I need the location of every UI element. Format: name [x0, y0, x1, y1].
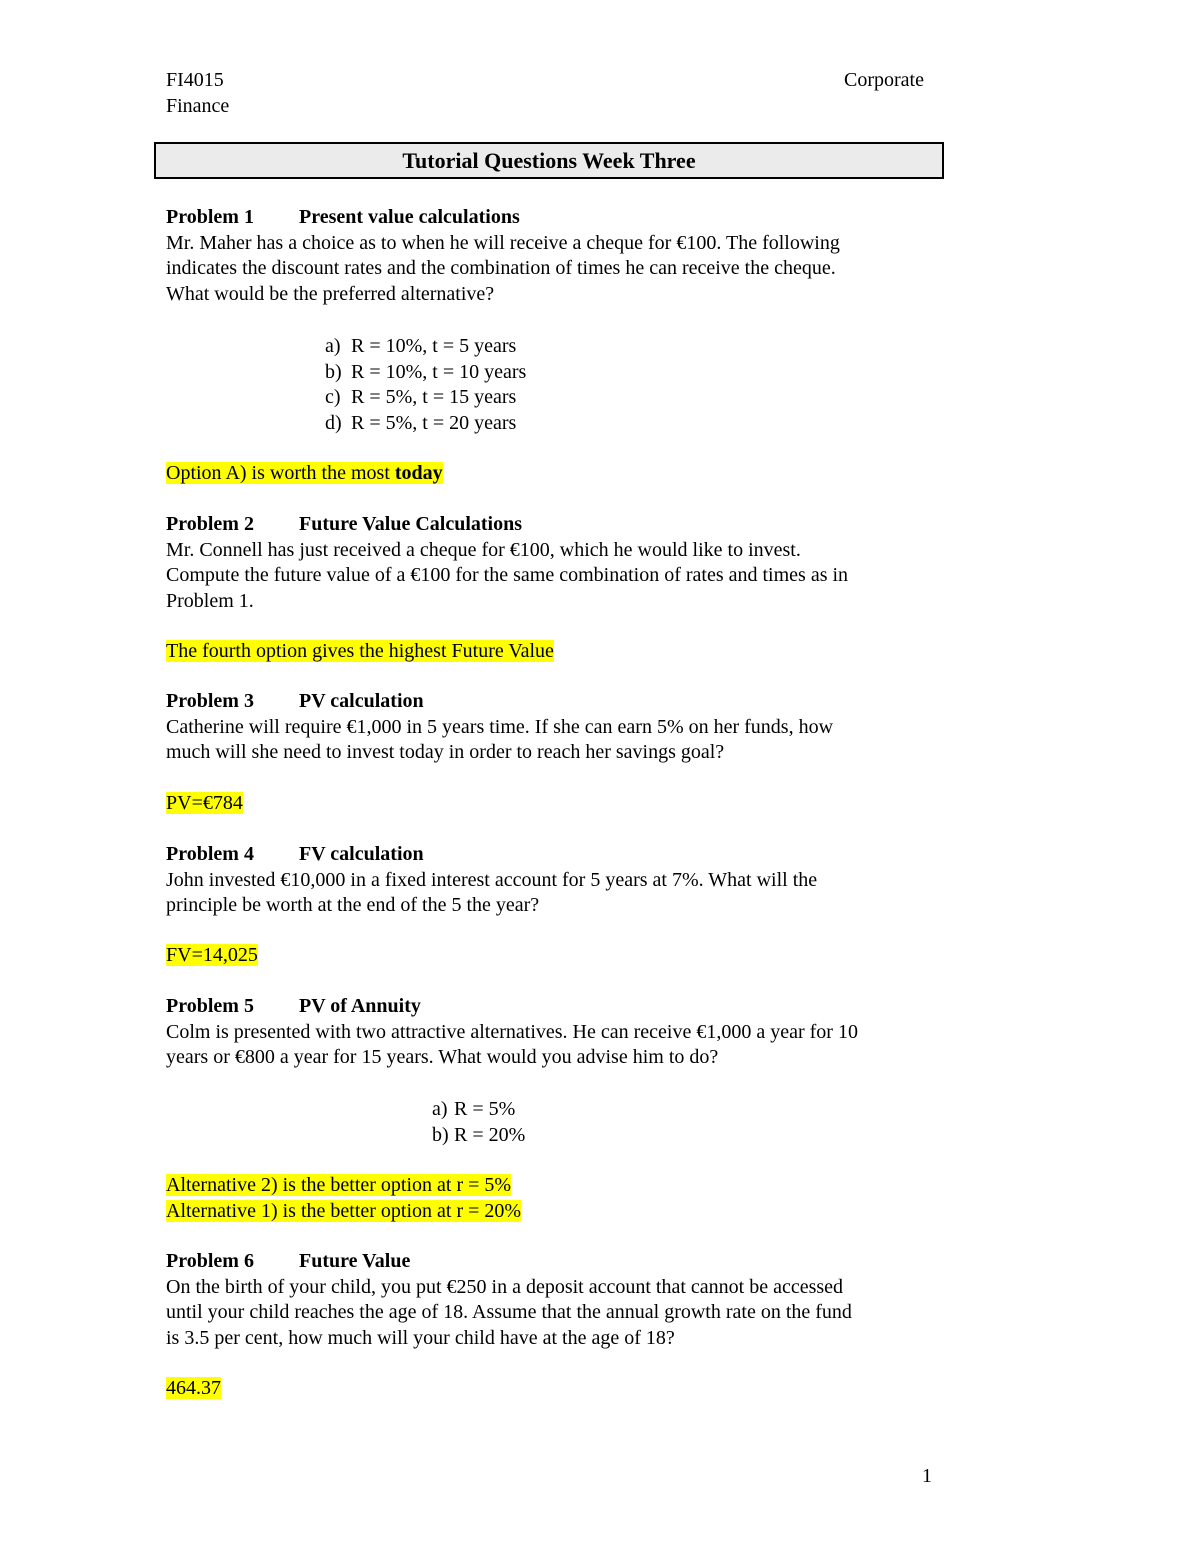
problem-1-line: What would be the preferred alternative? — [166, 282, 495, 305]
course-code: FI4015 — [166, 69, 224, 91]
problem-1-text — [166, 231, 946, 308]
problem-4-number: Problem 4 — [166, 843, 254, 865]
answer-highlight: The fourth option gives the highest Future Value — [166, 640, 554, 662]
problem-4-text — [166, 868, 946, 919]
problem-2-line: Mr. Connell has just received a cheque for €100, which he would like to invest. — [166, 538, 801, 561]
problem-1-number: Problem 1 — [166, 206, 254, 228]
problem-6-heading — [166, 1249, 946, 1275]
problem-3-number: Problem 3 — [166, 690, 254, 712]
problem-2-heading — [166, 512, 946, 538]
problem-5-answers — [166, 1173, 521, 1224]
answer-emphasis: today — [394, 462, 443, 484]
option-label: a) — [325, 335, 341, 357]
problem-6-line: On the birth of your child, you put €250 in a deposit account that cannot be accessed — [166, 1275, 844, 1298]
problem-2-text — [166, 538, 946, 615]
option-label: d) — [325, 411, 342, 434]
problem-2-answer — [166, 639, 554, 665]
option-item — [432, 1097, 525, 1123]
course-name-line2: Finance — [166, 95, 230, 117]
option-text: R = 20% — [454, 1123, 526, 1146]
option-item — [432, 1123, 525, 1149]
problem-4-title: FV calculation — [299, 843, 424, 865]
problem-1-heading — [166, 205, 946, 231]
answer-highlight: FV=14,025 — [166, 944, 258, 966]
option-item — [325, 411, 526, 437]
problem-5 — [166, 994, 946, 1071]
problem-4-line: John invested €10,000 in a fixed interest account for 5 years at 7%. What will the — [166, 868, 818, 891]
answer-text: Option A) is worth the most — [166, 462, 395, 484]
problem-4-answer — [166, 943, 258, 969]
option-label: a) — [432, 1098, 448, 1120]
option-label: c) — [325, 386, 341, 408]
option-item — [325, 334, 526, 360]
problem-4-line: principle be worth at the end of the 5 the year? — [166, 894, 540, 916]
problem-5-title: PV of Annuity — [299, 995, 421, 1017]
problem-4 — [166, 842, 946, 919]
problem-5-line: Colm is presented with two attractive alternatives. He can receive €1,000 a year for 10 — [166, 1020, 858, 1043]
option-item — [325, 360, 526, 386]
problem-3 — [166, 689, 946, 766]
problem-2-line: Problem 1. — [166, 589, 254, 612]
answer-highlight: Alternative 1) is the better option at r = 20% — [166, 1199, 522, 1222]
problem-3-line: Catherine will require €1,000 in 5 years time. If she can earn 5% on her funds, how — [166, 715, 834, 738]
option-text: R = 5% — [454, 1098, 516, 1120]
option-label: b) — [325, 360, 342, 383]
problem-5-line: years or €800 a year for 15 years. What would you advise him to do? — [166, 1046, 719, 1068]
problem-5-number: Problem 5 — [166, 995, 254, 1017]
problem-1-line: Mr. Maher has a choice as to when he will receive a cheque for €100. The following — [166, 231, 840, 254]
problem-5-heading — [166, 994, 946, 1020]
problem-4-heading — [166, 842, 946, 868]
problem-2 — [166, 512, 946, 614]
problem-6-line: until your child reaches the age of 18. Assume that the annual growth rate on the fund — [166, 1301, 852, 1323]
problem-1-line: indicates the discount rates and the combination of times he can receive the cheque. — [166, 257, 836, 279]
option-item — [325, 385, 526, 411]
answer-highlight: PV=€784 — [166, 792, 243, 814]
problem-1-title: Present value calculations — [299, 206, 520, 228]
page-number: 1 — [922, 1465, 932, 1487]
problem-6-text — [166, 1275, 946, 1352]
option-text: R = 10%, t = 5 years — [351, 335, 517, 357]
problem-5-text — [166, 1020, 946, 1071]
problem-1 — [166, 205, 946, 307]
problem-6 — [166, 1249, 946, 1351]
problem-3-title: PV calculation — [299, 690, 424, 712]
course-name-line1: Corporate — [844, 69, 924, 91]
problem-1-options — [325, 334, 526, 436]
option-text: R = 5%, t = 20 years — [351, 411, 517, 434]
problem-1-answer — [166, 461, 443, 487]
problem-2-line: Compute the future value of a €100 for the same combination of rates and times as in — [166, 564, 849, 586]
page-title: Tutorial Questions Week Three — [154, 142, 944, 179]
problem-6-title: Future Value — [299, 1250, 411, 1272]
problem-6-answer — [166, 1376, 221, 1402]
answer-highlight — [166, 462, 443, 484]
problem-6-line: is 3.5 per cent, how much will your child have at the age of 18? — [166, 1326, 675, 1349]
option-text: R = 5%, t = 15 years — [351, 386, 517, 408]
answer-highlight: Alternative 2) is the better option at r = 5% — [166, 1174, 512, 1196]
problem-5-options — [432, 1097, 525, 1148]
problem-3-line: much will she need to invest today in order to reach her savings goal? — [166, 741, 725, 763]
header-course — [166, 67, 229, 119]
problem-3-text — [166, 715, 946, 766]
problem-6-number: Problem 6 — [166, 1250, 254, 1272]
problem-3-heading — [166, 689, 946, 715]
problem-2-number: Problem 2 — [166, 513, 254, 535]
option-label: b) — [432, 1123, 449, 1146]
option-text: R = 10%, t = 10 years — [351, 360, 527, 383]
answer-highlight: 464.37 — [166, 1377, 221, 1399]
problem-3-answer — [166, 791, 243, 817]
problem-2-title: Future Value Calculations — [299, 513, 522, 535]
